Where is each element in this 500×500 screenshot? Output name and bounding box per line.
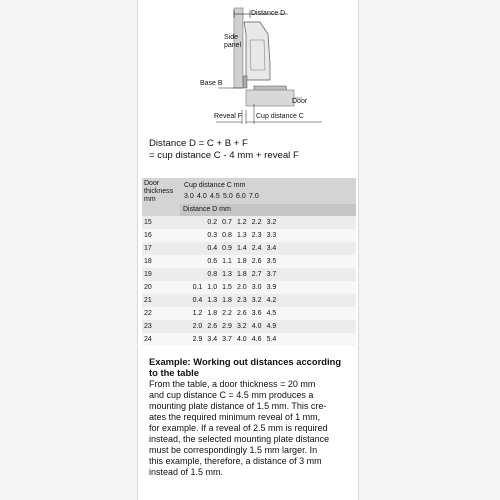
distance-value-cell <box>188 268 203 281</box>
distance-value-cell <box>188 242 203 255</box>
door-thickness-cell: 15 <box>142 216 183 229</box>
table-row <box>142 281 356 294</box>
distance-value-cell: 0.2 <box>202 216 217 229</box>
distance-value-cell: 3.2 <box>232 320 247 333</box>
distance-value-cell: 3.0 <box>247 281 262 294</box>
table-row <box>142 216 356 229</box>
table-body <box>142 216 356 346</box>
example-body-line: From the table, a door thickness = 20 mm <box>149 379 316 389</box>
cup-value: 3.0 <box>184 193 194 200</box>
distance-table <box>142 178 356 346</box>
label-side-panel-1: Side <box>224 34 239 41</box>
door-thickness-cell: 18 <box>142 255 183 268</box>
example-body-line: instead of 1.5 mm. <box>149 467 224 477</box>
distance-value-cell: 1.1 <box>217 255 232 268</box>
distance-value-cell: 1.0 <box>202 281 217 294</box>
formula-line-2: = cup distance C - 4 mm + reveal F <box>149 150 299 161</box>
distance-value-cell: 1.8 <box>232 268 247 281</box>
table-header <box>142 178 356 216</box>
distance-value-cell: 4.5 <box>262 307 277 320</box>
door-thickness-cell: 20 <box>142 281 183 294</box>
distance-value-cell: 5.4 <box>262 333 277 346</box>
page-margin-left <box>0 0 137 500</box>
filler-cell <box>276 307 356 320</box>
distance-value-cell: 3.4 <box>262 242 277 255</box>
document-panel <box>137 0 359 500</box>
label-distance-d: Distance D <box>251 10 286 17</box>
distance-value-cell <box>188 229 203 242</box>
example-title <box>149 356 355 378</box>
cup-value: 4.0 <box>197 193 207 200</box>
distance-value-cell: 2.6 <box>232 307 247 320</box>
distance-value-cell: 0.1 <box>188 281 203 294</box>
distance-value-cell: 1.8 <box>232 255 247 268</box>
hinge-diagram <box>138 0 360 128</box>
example-body-line: mounting plate distance of 1.5 mm. This cre- <box>149 401 327 411</box>
distance-value-cell: 1.3 <box>202 294 217 307</box>
filler-cell <box>276 242 356 255</box>
distance-value-cell: 3.5 <box>262 255 277 268</box>
row-header-line: Door <box>144 180 160 187</box>
distance-value-cell: 0.7 <box>217 216 232 229</box>
label-cup-distance-c: Cup distance C <box>256 113 304 120</box>
distance-value-cell: 1.3 <box>217 268 232 281</box>
formula-line-1: Distance D = C + B + F <box>149 138 248 149</box>
distance-value-cell: 1.2 <box>232 216 247 229</box>
distance-value-cell: 1.8 <box>202 307 217 320</box>
label-base-b: Base B <box>200 80 223 87</box>
distance-value-cell: 0.8 <box>202 268 217 281</box>
row-header-label <box>144 180 178 204</box>
filler-cell <box>276 255 356 268</box>
distance-value-cell: 1.5 <box>217 281 232 294</box>
distance-value-cell: 2.6 <box>247 255 262 268</box>
distance-value-cell: 3.7 <box>217 333 232 346</box>
distance-value-cell: 0.4 <box>188 294 203 307</box>
distance-value-cell: 0.8 <box>217 229 232 242</box>
distance-value-cell: 1.8 <box>217 294 232 307</box>
distance-value-cell: 0.9 <box>217 242 232 255</box>
distance-value-cell: 3.3 <box>262 229 277 242</box>
distance-value-cell: 0.6 <box>202 255 217 268</box>
door-thickness-cell: 16 <box>142 229 183 242</box>
example-section <box>149 356 355 478</box>
distance-value-cell: 3.7 <box>262 268 277 281</box>
row-header-line: mm <box>144 196 156 203</box>
cup-value: 5.0 <box>223 193 233 200</box>
filler-cell <box>276 294 356 307</box>
door-thickness-cell: 19 <box>142 268 183 281</box>
distance-value-cell <box>188 216 203 229</box>
filler-cell <box>276 320 356 333</box>
filler-cell <box>276 216 356 229</box>
door-thickness-cell: 22 <box>142 307 183 320</box>
distance-value-cell: 0.4 <box>202 242 217 255</box>
distance-value-cell: 4.0 <box>247 320 262 333</box>
distance-value-cell: 2.0 <box>188 320 203 333</box>
door-thickness-cell: 23 <box>142 320 183 333</box>
distance-d-header-label: Distance D mm <box>183 206 231 213</box>
distance-value-cell: 1.3 <box>232 229 247 242</box>
hinge-drawing <box>138 0 360 128</box>
table-row <box>142 268 356 281</box>
filler-cell <box>276 229 356 242</box>
row-header-line: thickness <box>144 188 174 195</box>
distance-d-header <box>180 204 356 216</box>
example-body-line: and cup distance C = 4.5 mm produces a <box>149 390 314 400</box>
distance-value-cell: 4.0 <box>232 333 247 346</box>
label-door: Door <box>292 98 308 105</box>
example-body <box>149 379 355 478</box>
table-row <box>142 229 356 242</box>
distance-value-cell: 2.3 <box>247 229 262 242</box>
filler-cell <box>276 333 356 346</box>
example-body-line: this example, therefore, a distance of 3 mm <box>149 456 322 466</box>
cup-value: 6.0 <box>236 193 246 200</box>
table-row <box>142 255 356 268</box>
distance-value-cell: 1.2 <box>188 307 203 320</box>
label-reveal-f: Reveal F <box>214 113 243 120</box>
distance-value-cell: 2.9 <box>188 333 203 346</box>
distance-value-cell: 2.2 <box>217 307 232 320</box>
distance-value-cell: 2.0 <box>232 281 247 294</box>
distance-value-cell: 2.3 <box>232 294 247 307</box>
example-title-line-1: Example: Working out distances according <box>149 356 342 367</box>
distance-value-cell: 1.4 <box>232 242 247 255</box>
table-row <box>142 333 356 346</box>
table-row <box>142 242 356 255</box>
distance-value-cell: 3.6 <box>247 307 262 320</box>
distance-value-cell: 3.2 <box>262 216 277 229</box>
distance-value-cell: 3.9 <box>262 281 277 294</box>
filler-cell <box>276 281 356 294</box>
example-body-line: must be correspondingly 1.5 mm larger. In <box>149 445 318 455</box>
example-body-line: instead, the selected mounting plate distance <box>149 434 330 444</box>
distance-value-cell: 2.9 <box>217 320 232 333</box>
door-thickness-cell: 21 <box>142 294 183 307</box>
distance-value-cell <box>188 255 203 268</box>
cup-value: 4.5 <box>210 193 220 200</box>
table-row <box>142 320 356 333</box>
cup-distance-header: Cup distance C mm <box>184 182 246 189</box>
table-row <box>142 294 356 307</box>
distance-value-cell: 3.2 <box>247 294 262 307</box>
filler-cell <box>276 268 356 281</box>
example-body-line: for example. If a reveal of 2.5 mm is required <box>149 423 328 433</box>
example-body-line: ates the required minimum reveal of 1 mm, <box>149 412 321 422</box>
label-side-panel-2: panel <box>224 42 242 49</box>
distance-value-cell: 4.2 <box>262 294 277 307</box>
distance-value-cell: 4.6 <box>247 333 262 346</box>
distance-value-cell: 2.4 <box>247 242 262 255</box>
cup-value: 7.0 <box>249 193 259 200</box>
distance-value-cell: 2.7 <box>247 268 262 281</box>
door-thickness-cell: 17 <box>142 242 183 255</box>
distance-value-cell: 0.3 <box>202 229 217 242</box>
distance-value-cell: 2.2 <box>247 216 262 229</box>
formula <box>149 138 299 162</box>
distance-value-cell: 2.6 <box>202 320 217 333</box>
table-row <box>142 307 356 320</box>
example-title-line-2: to the table <box>149 367 200 378</box>
page-margin-right <box>359 0 500 500</box>
distance-value-cell: 3.4 <box>202 333 217 346</box>
distance-value-cell: 4.9 <box>262 320 277 333</box>
cup-distance-values <box>184 193 262 200</box>
door-thickness-cell: 24 <box>142 333 183 346</box>
